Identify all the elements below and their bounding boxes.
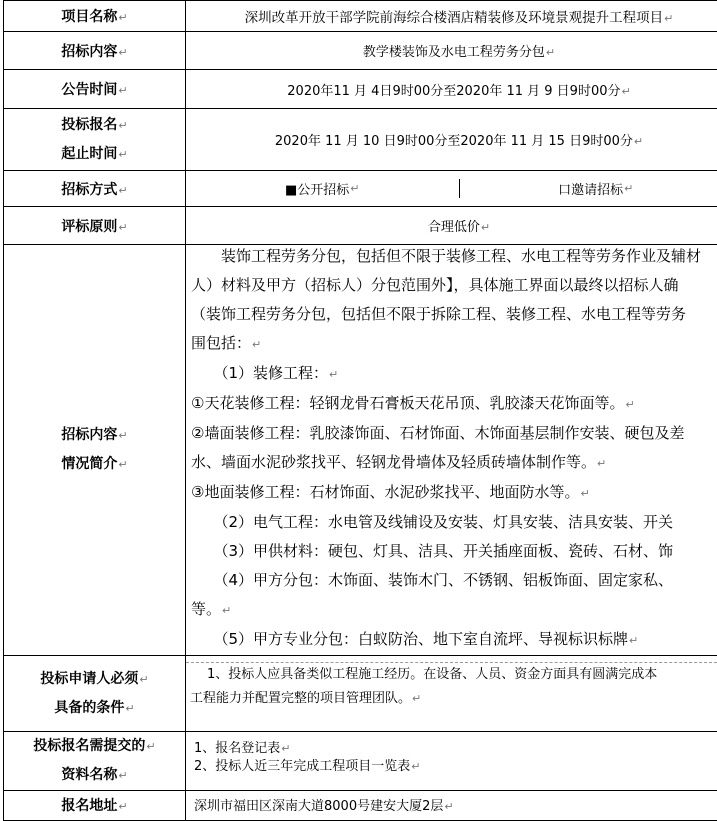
value-tender-method [186, 171, 717, 207]
row-bid-period [4, 109, 717, 171]
requirements-line: 1、投标人应具备类似工程施工经历。在设备、人员、资金方面具有圆满完成本 [194, 663, 717, 687]
documents-line: 2、投标人近三年完成工程项目一览表↵ [194, 758, 717, 776]
row-tender-method [4, 171, 717, 207]
scope-line: ②墙面装修工程：乳胶漆饰面、石材饰面、木饰面基层制作安装、硬包及差 [191, 419, 717, 448]
scope-line: （1）装修工程：↵ [191, 359, 717, 389]
scope-line: ①天花装修工程：轻钢龙骨石膏板天花吊顶、乳胶漆天花饰面等。↵ [191, 389, 717, 419]
label-requirements: 投标申请人必须↵ 具备的条件↵ [4, 656, 186, 732]
option-invited-tender: 口邀请招标 ↵ [460, 179, 717, 198]
tender-info-table [3, 0, 717, 821]
label-announce-time: 公告时间↵ [4, 70, 186, 109]
label-tender-content: 招标内容↵ [4, 32, 186, 70]
scope-line: （2）电气工程：水电管及线铺设及安装、灯具安装、洁具安装、开关 [191, 508, 717, 537]
label-scope: 招标内容↵ 情况简介↵ [4, 245, 186, 656]
label-bid-period: 投标报名↵ 起止时间↵ [4, 109, 186, 171]
value-announce-time: 2020年11 月 4日9时00分至2020年 11 月 9 日9时00分↵ [186, 70, 717, 109]
row-announce-time [4, 70, 717, 109]
scope-line: ③地面装修工程：石材饰面、水泥砂浆找平、地面防水等。↵ [191, 478, 717, 508]
value-tender-content: 教学楼装饰及水电工程劳务分包↵ [186, 32, 717, 70]
row-evaluation [4, 207, 717, 245]
scope-line: （3）甲供材料：硬包、灯具、洁具、开关插座面板、瓷砖、石材、饰 [191, 537, 717, 566]
scope-line: 等。↵ [191, 595, 717, 625]
scope-line: （装饰工程劳务分包，包括但不限于拆除工程、装修工程、水电工程等劳务 [191, 300, 717, 329]
value-address: 深圳市福田区深南大道8000号建安大厦2层↵ [186, 791, 717, 821]
value-evaluation: 合理低价↵ [186, 207, 717, 245]
documents-line: 1、报名登记表↵ [194, 740, 717, 758]
row-tender-content [4, 32, 717, 70]
row-documents [4, 732, 717, 791]
value-project-name: 深圳改革开放干部学院前海综合楼酒店精装修及环境景观提升工程项目↵ [186, 1, 717, 32]
scope-line: 人）材料及甲方（招标人）分包范围外】，具体施工界面以最终以招标人确 [191, 271, 717, 300]
scope-line: 装饰工程劳务分包，包括但不限于装修工程、水电工程等劳务作业及辅材 [191, 245, 717, 272]
value-scope [186, 245, 717, 656]
scope-line: 围包括：↵ [191, 329, 717, 359]
row-project-name [4, 1, 717, 32]
scope-line: 水、墙面水泥砂浆找平、轻钢龙骨墙体及轻质砖墙体制作等。↵ [191, 448, 717, 478]
row-scope [4, 245, 717, 656]
value-bid-period: 2020年 11 月 10 日9时00分至2020年 11 月 15 日9时00分↵ [186, 109, 717, 171]
value-requirements [186, 656, 717, 732]
scope-line: （5）甲方专业分包：白蚁防治、地下室自流坪、导视标识标牌↵ [191, 625, 717, 655]
requirements-line: 工程能力并配置完整的项目管理团队。↵ [190, 687, 717, 711]
label-project-name: 项目名称↵ [4, 1, 186, 32]
option-open-tender: ■公开招标 ↵ [186, 179, 460, 198]
value-documents [186, 732, 717, 791]
label-address: 报名地址↵ [4, 791, 186, 821]
label-documents: 投标报名需提交的↵ 资料名称↵ [4, 732, 186, 791]
row-address [4, 791, 717, 821]
row-requirements [4, 656, 717, 732]
label-tender-method: 招标方式↵ [4, 171, 186, 207]
label-evaluation: 评标原则↵ [4, 207, 186, 245]
scope-line: （4）甲方分包：木饰面、装饰木门、不锈钢、铝板饰面、固定家私、 [191, 566, 717, 595]
